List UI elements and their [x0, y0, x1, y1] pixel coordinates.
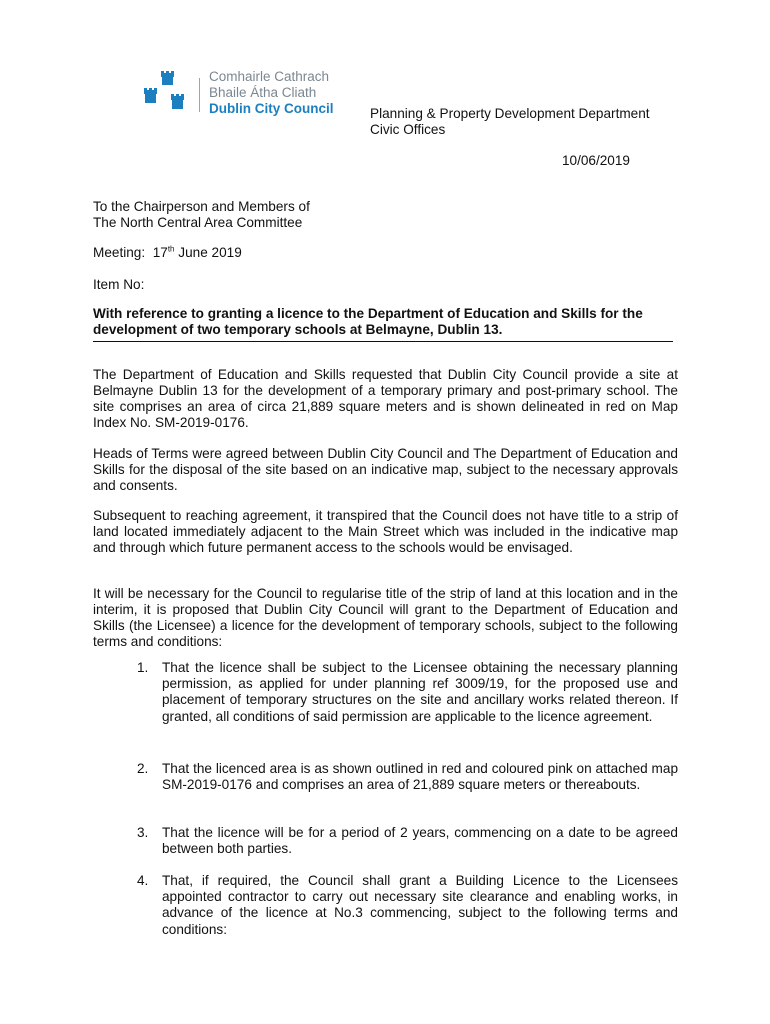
meeting-date [93, 245, 678, 261]
logo-line-irish-1: Comhairle Cathrach [209, 69, 330, 84]
item-number: Item No: [93, 277, 145, 292]
addressee-line-2: The North Central Area Committee [93, 215, 303, 230]
paragraph-2: Heads of Terms were agreed between Dublin City Council and The Department of Education and Skills for the disposal of the site based on an indicative map, subject to the necessary approvals and consents. [93, 446, 678, 493]
condition-text: That the licence will be for a period of 2 years, commencing on a date to be agreed between both parties. [162, 825, 678, 857]
paragraph-3: Subsequent to reaching agreement, it transpired that the Council does not have title to a strip of land located immediately adjacent to the Main Street which was included in the indicative map and through which future permanent access to the schools would be envisaged. [93, 508, 678, 555]
subject-underline [93, 341, 673, 342]
addressee-line-1: To the Chairperson and Members of [93, 199, 310, 214]
addressee [93, 199, 678, 231]
logo-line-irish-2: Bhaile Átha Cliath [209, 85, 317, 100]
dublin-castles-logo-icon [142, 68, 192, 118]
letter-date: 10/06/2019 [561, 153, 630, 168]
meeting-day: 17 [152, 245, 168, 260]
council-logo-text [209, 69, 334, 117]
logo-divider [199, 78, 200, 112]
condition-text: That, if required, the Council shall grant a Building Licence to the Licensees appointed contractor to carry out necessary site clearance and enabling works, in advance of the licence at No.3 commencing, subject to the following terms and conditions: [162, 873, 678, 937]
condition-text: That the licence shall be subject to the Licensee obtaining the necessary planning permission, as applied for under planning ref 3009/19, for the proposed use and placement of temporary structures on the site and ancillary works related thereon. If granted, all conditions of said permission are applicable to the licence agreement. [162, 660, 678, 724]
condition-number: 3. [137, 825, 149, 840]
condition-number: 4. [137, 873, 149, 888]
condition-number: 1. [137, 660, 149, 675]
meeting-month-year: June 2019 [178, 245, 242, 260]
paragraph-1: The Department of Education and Skills requested that Dublin City Council provide a site at Belmayne Dublin 13 for the development of a temporary primary and post-primary school. The site comprises an area of circa 21,889 square meters and is shown delineated in red on Map Index No. SM-2019-0176. [93, 367, 678, 430]
condition-number: 2. [137, 761, 149, 776]
meeting-day-suffix: th [167, 244, 175, 254]
condition-text: That the licenced area is as shown outlined in red and coloured pink on attached map SM-2019-0176 and comprises an area of 21,889 square meters or thereabouts. [162, 761, 678, 793]
sender-address [370, 106, 650, 138]
meeting-label: Meeting: [93, 245, 146, 260]
subject-heading: With reference to granting a licence to the Department of Education and Skills for the development of two temporary schools at Belmayne, Dublin 13. [93, 306, 643, 337]
paragraph-4: It will be necessary for the Council to regularise title of the strip of land at this location and in the interim, it is proposed that Dublin City Council will grant to the Department of Education and Skills (the Licensee) a licence for the development of temporary schools, subject to the following terms and conditions: [93, 586, 678, 649]
department-name: Planning & Property Development Department [370, 106, 650, 121]
logo-line-english: Dublin City Council [209, 101, 334, 116]
office-name: Civic Offices [370, 122, 446, 137]
